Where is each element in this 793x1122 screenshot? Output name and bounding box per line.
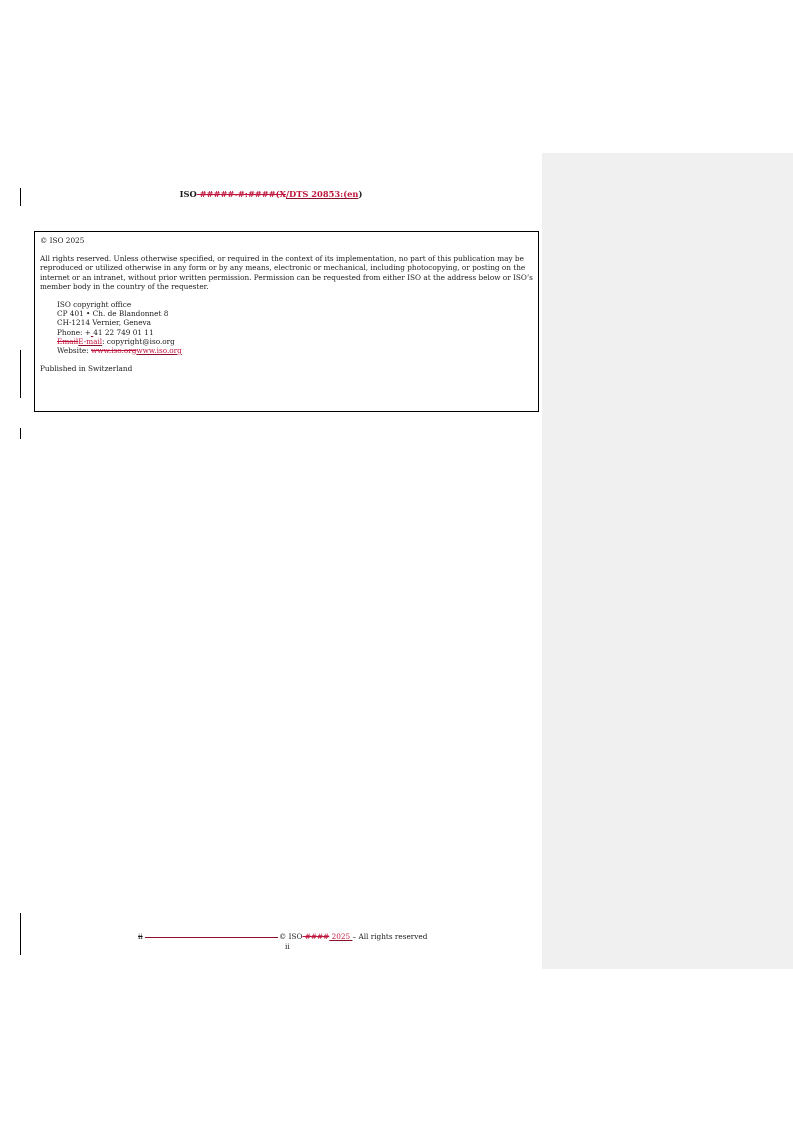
address-block (40, 300, 533, 355)
phone-label: Phone: + (57, 327, 91, 337)
footer-line (138, 932, 458, 941)
city-address: CH-1214 Vernier, Geneva (57, 318, 152, 328)
deleted-text: #### (302, 932, 330, 941)
published-location: Published in Switzerland (40, 364, 133, 374)
inserted-text: /DTS 20853:(en (286, 189, 359, 199)
email-line (57, 337, 533, 346)
website-link[interactable]: www.iso.org (136, 346, 182, 356)
deleted-text: Email (57, 336, 79, 346)
phone-line (57, 328, 533, 337)
deleted-page-number: ii (138, 932, 143, 941)
phone-number: 41 22 749 01 11 (93, 327, 154, 337)
comment-pane (542, 153, 793, 969)
office-name: ISO copyright office (57, 300, 132, 310)
header-suffix: ) (358, 189, 363, 199)
copyright-year: © ISO 2025 (40, 236, 85, 245)
website-line (57, 346, 533, 355)
footer-copyright-prefix: © ISO (279, 932, 303, 941)
inserted-text: E-mail (78, 336, 103, 346)
inserted-text: 2025 (329, 932, 353, 941)
footer-suffix: – All rights reserved (352, 932, 428, 941)
deleted-tab-rule (145, 937, 278, 938)
copyright-notice-box (34, 231, 539, 412)
deleted-link[interactable]: www.iso.org (91, 346, 137, 356)
page-number: ii (285, 942, 290, 951)
email-value[interactable]: : copyright@iso.org (102, 336, 175, 346)
website-label: Website: (57, 346, 92, 356)
page-footer (138, 932, 458, 951)
change-bar (20, 428, 21, 439)
street-address: CP 401 • Ch. de Blandonnet 8 (57, 309, 169, 319)
document-header (0, 189, 542, 199)
rights-paragraph: All rights reserved. Unless otherwise specified, or required in the context of its implementation, no part of this publication may be reproduced or utilized otherwise in any form or by any means, electronic or mechanical, including photocopying, or posting on the internet or an intranet, without prior written permission. Permission can be requested from either ISO at the address below or ISO’s member body in the country of the requester. (40, 254, 533, 291)
header-prefix: ISO (179, 189, 197, 199)
footer-copyright (279, 932, 427, 941)
change-bar (20, 913, 21, 955)
deleted-text: #####-#:####(X (196, 189, 286, 199)
change-bar (20, 350, 21, 398)
